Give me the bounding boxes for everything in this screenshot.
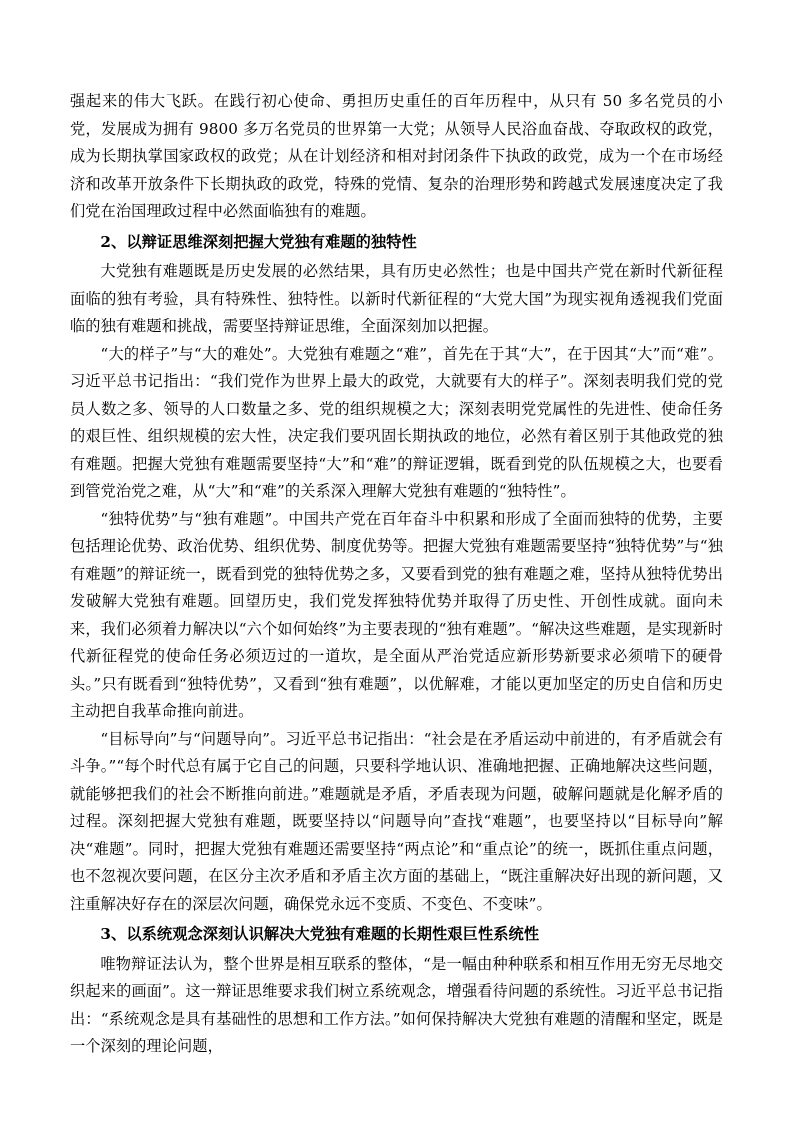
paragraph-intro-continued: 强起来的伟大飞跃。在践行初心使命、勇担历史重任的百年历程中，从只有 50 多名党员的小党，发展成为拥有 9800 多万名党员的世界第一大党；从领导人民浴血奋战、夺取政权的政党，成为长期执掌国家政权的政党；从在计划经济和相对封闭条件下执政的政党，成为一个在市场经济和改革开放条件下长期执政的政党，特殊的党情、复杂的治理形势和跨越式发展速度决定了我们党在治国理政过程中必然面临独有的难题。 [70, 92, 723, 220]
heading-2: 2、以辩证思维深刻把握大党独有难题的独特性 [100, 232, 417, 251]
paragraph-2-4: “目标导向”与“问题导向”。习近平总书记指出：“社会是在矛盾运动中前进的，有矛盾就会有斗争。”“每个时代总有属于它自己的问题，只要科学地认识、准确地把握、正确地解决这些问题，就能够把我们的社会不断推向前进。”难题就是矛盾，矛盾表现为问题，破解问题就是化解矛盾的过程。深刻把握大党独有难题，既要坚持以“问题导向”查找“难题”，也要坚持以“目标导向”解决“难题”。同时，把握大党独有难题还需要坚持“两点论”和“重点论”的统一，既抓住重点问题，也不忽视次要问题，在区分主次矛盾和矛盾主次方面的基础上，“既注重解决好出现的新问题，又注重解决好存在的深层次问题，确保党永远不变质、不变色、不变味”。 [70, 729, 723, 913]
paragraph-3-1: 唯物辩证法认为，整个世界是相互联系的整体，“是一幅由种种联系和相互作用无穷无尽地交织起来的画面”。这一辩证思维要求我们树立系统观念，增强看待问题的系统性。习近平总书记指出：“系统观念是具有基础性的思想和工作方法。”如何保持解决大党独有难题的清醒和坚定，既是一个深刻的理论问题， [70, 954, 723, 1055]
heading-3: 3、以系统观念深刻认识解决大党独有难题的长期性艰巨性系统性 [100, 925, 540, 943]
paragraph-2-2: “大的样子”与“大的难处”。大党独有难题之“难”，首先在于其“大”，在于因其“大”而“难”。习近平总书记指出：“我们党作为世界上最大的政党，大就要有大的样子”。深刻表明我们党的党员人数之多、领导的人口数量之多、党的组织规模之大；深刻表明党党属性的先进性、使命任务的艰巨性、组织规模的宏大性，决定我们要巩固长期执政的地位，必然有着区别于其他政党的独有难题。把握大党独有难题需要坚持“大”和“难”的辩证逻辑，既看到党的队伍规模之大，也要看到管党治党之难，从“大”和“难”的关系深入理解大党独有难题的“独特性”。 [70, 344, 723, 500]
paragraph-2-1: 大党独有难题既是历史发展的必然结果，具有历史必然性；也是中国共产党在新时代新征程面临的独有考验，具有特殊性、独特性。以新时代新征程的“大党大国”为现实视角透视我们党面临的独有难题和挑战，需要坚持辩证思维，全面深刻加以把握。 [70, 262, 723, 335]
paragraph-2-3: “独特优势”与“独有难题”。中国共产党在百年奋斗中积累和形成了全面而独特的优势，主要包括理论优势、政治优势、组织优势、制度优势等。把握大党独有难题需要坚持“独特优势”与“独有难题”的辩证统一，既看到党的独特优势之多，又要看到党的独有难题之难，坚持从独特优势出发破解大党独有难题。回望历史，我们党发挥独特优势并取得了历史性、开创性成就。面向未来，我们必须着力解决以“六个如何始终”为主要表现的“独有难题”。“解决这些难题，是实现新时代新征程党的使命任务必须迈过的一道坎，是全面从严治党适应新形势新要求必须啃下的硬骨头。”只有既看到“独特优势”，又看到“独有难题”，以优解难，才能以更加坚定的历史自信和历史主动把自我革命推向前进。 [70, 509, 723, 720]
document-body [70, 88, 723, 1061]
